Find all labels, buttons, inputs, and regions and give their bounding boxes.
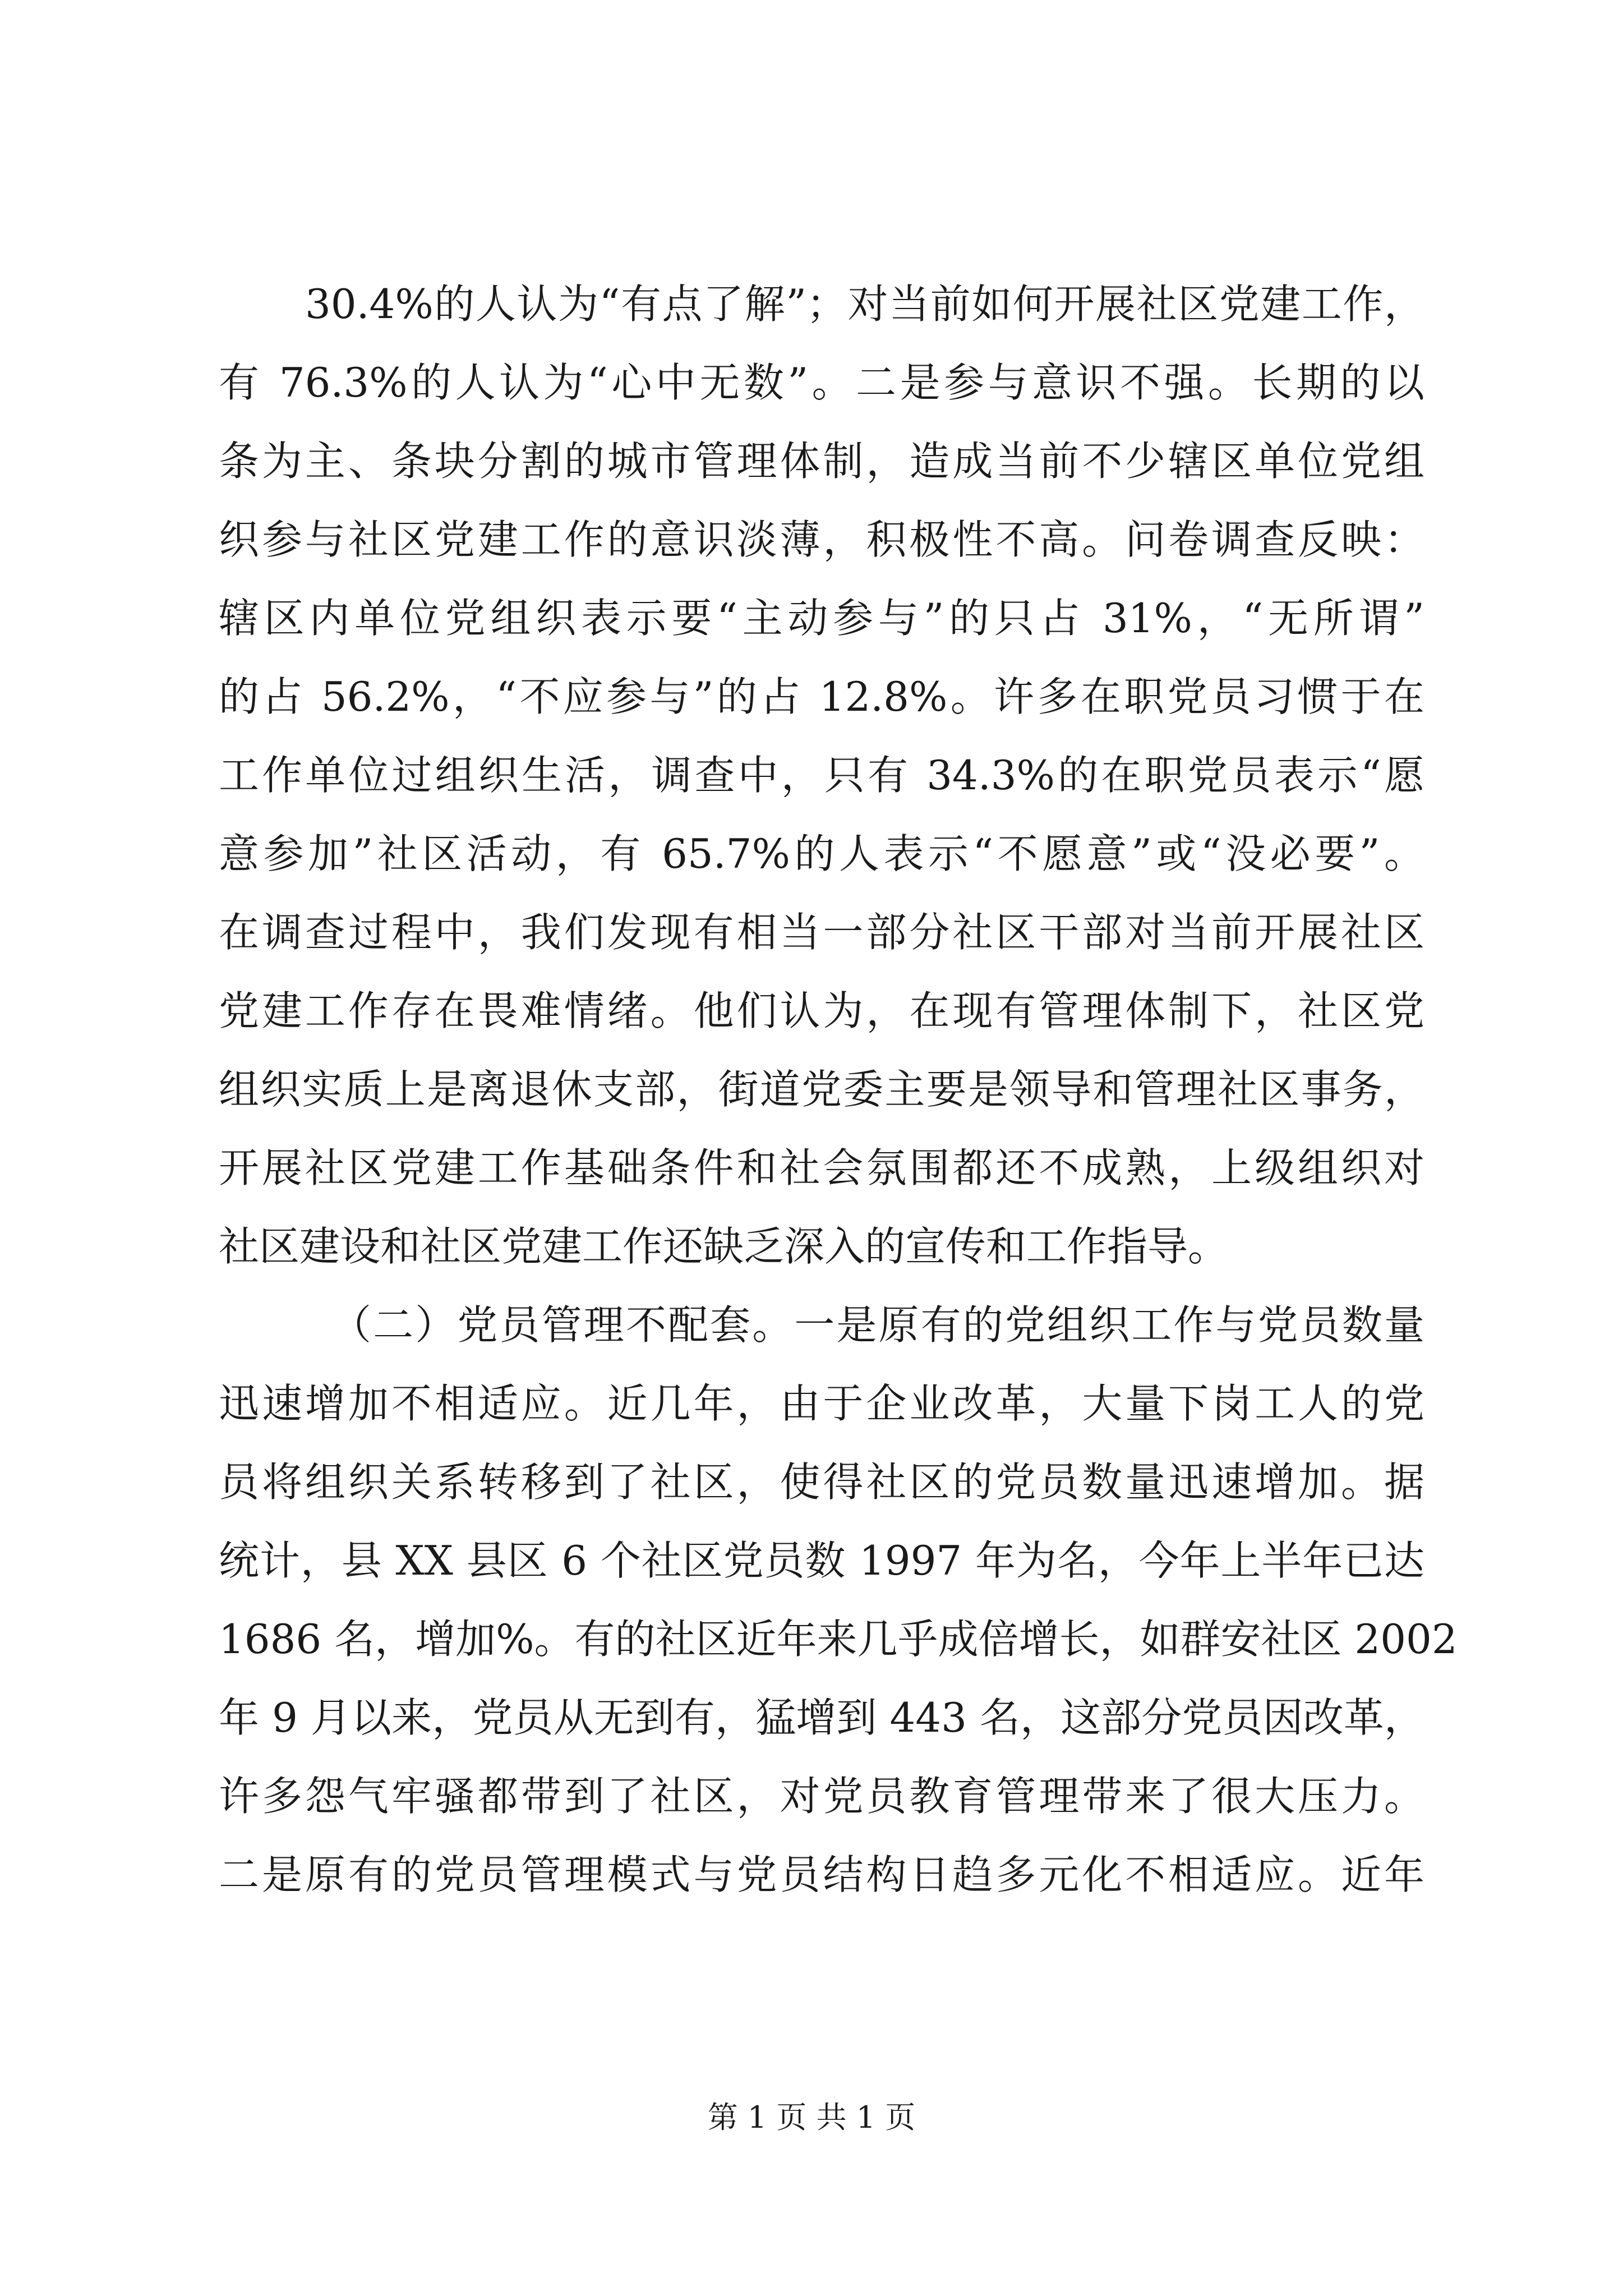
text-line: 迅速增加不相适应。近几年，由于企业改革，大量下岗工人的党: [219, 1380, 1424, 1427]
text-line: 的占 56.2%，“不应参与”的占 12.8%。许多在职党员习惯于在: [219, 673, 1424, 720]
text-line: 许多怨气牢骚都带到了社区，对党员教育管理带来了很大压力。: [219, 1773, 1424, 1820]
text-line: 工作单位过组织生活，调查中，只有 34.3%的在职党员表示“愿: [219, 752, 1424, 799]
text-line: 在调查过程中，我们发现有相当一部分社区干部对当前开展社区: [219, 909, 1424, 956]
text-line: 统计，县 XX 县区 6 个社区党员数 1997 年为名，今年上半年已达: [219, 1537, 1424, 1584]
text-line: 有 76.3%的人认为“心中无数”。二是参与意识不强。长期的以: [219, 359, 1424, 406]
text-line: 开展社区党建工作基础条件和社会氛围都还不成熟，上级组织对: [219, 1144, 1424, 1191]
text-line: 意参加”社区活动，有 65.7%的人表示“不愿意”或“没必要”。: [219, 830, 1424, 877]
text-line: 条为主、条块分割的城市管理体制，造成当前不少辖区单位党组: [219, 438, 1424, 485]
text-line: 辖区内单位党组织表示要“主动参与”的只占 31%，“无所谓”: [219, 595, 1424, 642]
text-line: 社区建设和社区党建工作还缺乏深入的宣传和工作指导。: [219, 1223, 1229, 1270]
text-line: 组织实质上是离退休支部，街道党委主要是领导和管理社区事务，: [219, 1066, 1424, 1113]
text-line: 30.4%的人认为“有点了解”；对当前如何开展社区党建工作，: [305, 280, 1424, 328]
text-line: 党建工作存在畏难情绪。他们认为，在现有管理体制下，社区党: [219, 987, 1424, 1034]
document-body: [219, 265, 1458, 1914]
text-line: 织参与社区党建工作的意识淡薄，积极性不高。问卷调查反映：: [219, 516, 1424, 563]
page-number-footer: 第 1 页 共 1 页: [707, 2100, 916, 2135]
text-line: 二是原有的党员管理模式与党员结构日趋多元化不相适应。近年: [219, 1851, 1424, 1898]
text-line: 1686 名，增加%。有的社区近年来几乎成倍增长，如群安社区 2002: [219, 1616, 1458, 1663]
text-line: 年 9 月以来，党员从无到有，猛增到 443 名，这部分党员因改革，: [219, 1694, 1424, 1741]
text-line: 员将组织关系转移到了社区，使得社区的党员数量迅速增加。据: [219, 1458, 1424, 1506]
section-heading-line: （二）党员管理不配套。一是原有的党组织工作与党员数量: [331, 1301, 1424, 1349]
